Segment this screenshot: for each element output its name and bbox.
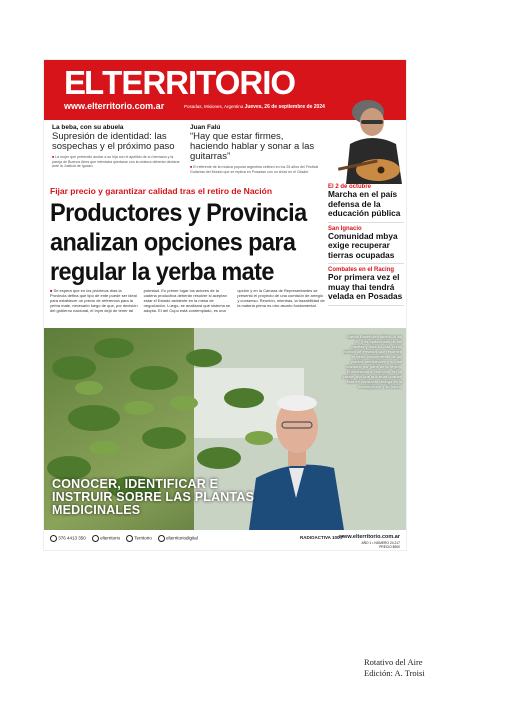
right-item-headline: Marcha en el país defensa de la educación pública — [328, 189, 401, 218]
photo-caption: Basilio Baseñoleh falleció a los 87 y es apasionado de las plantas y toda su vida, libros publicó de ensayos que resumen el vasto conocimiento de las plantas medicinales y su uso milenario por parte de la región. Entrevistado a propósito, en su paraje, dijo que la cultura guaraní está en constante diálogo en la investigación y su futuro. — [342, 334, 402, 389]
teaser-kicker: La beba, con su abuela — [52, 124, 124, 131]
lead-kicker: Fijar precio y garantizar calidad tras el retiro de Nación — [50, 186, 273, 196]
lead-body: ■ Se espera que en los próximos días la Provincia defina qué tipo de ente puede ser ideal para establecer un precio de referencia para la yerba mate, necesario luego de que, por decisión del gobierno nacional, el Inym dejó de tener tal potestad. En primer lugar los actores de la cadena productiva deberán resolver si aceptan estar el Estado asistente en la mesa de negociación. Luego, se analizará qué sistema se adopta. El del Cupo está contemplado, es una opción y en la Cámara de Representantes se presentó el proyecto de una comisión de arreglo y consenso. Reunión, mientras, la trazabilidad de la materia prima es otro asunto fundamental. — [50, 288, 325, 313]
twitter-handle: elterritorio — [100, 535, 121, 541]
issue-price: PRECIO $900 — [379, 544, 400, 549]
facebook-link[interactable] — [126, 535, 152, 542]
footer-url[interactable]: www.elterritorio.com.ar — [338, 534, 400, 540]
photo-headline[interactable]: CONOCER, IDENTIFICAR E INSTRUIR SOBRE LAS PLANTAS MEDICINALES — [52, 477, 255, 517]
teaser-kicker: Juan Falú — [190, 124, 221, 131]
dateline-date: Jueves, 26 de septiembre de 2024 — [244, 104, 325, 110]
issue-info — [361, 542, 400, 550]
facebook-handle: Territorio — [134, 535, 152, 541]
logo-territorio: TERRITORIO — [102, 64, 296, 101]
teaser-headline: “Hay que estar firmes, haciendo hablar y sonar a las guitarras” — [190, 131, 315, 162]
guitarist-photo — [326, 74, 406, 184]
credits-line-2: Edición: A. Troisi — [364, 668, 425, 678]
right-item-kicker: El 2 de octubre — [328, 184, 372, 190]
facebook-icon — [126, 535, 133, 542]
page-footer — [44, 531, 406, 550]
dateline — [184, 104, 325, 110]
right-item-education[interactable] — [328, 184, 404, 223]
dateline-place: Posadas, Misiones, Argentina — [184, 104, 244, 109]
teaser-body: ■ El referente de la música popular argentina celebró en los 25 años del Festival Guitarras del Mundo que se replica en Posadas con un show en el Citadel. — [190, 165, 320, 174]
teaser-body: ■ La mujer que pretendió anotar a su hija con el apellido de su hermano y la pareja de Buenos Aires que intentaba quedarse con la criatura deberán declarar ante la Justicia de Iguazú. — [52, 155, 182, 169]
right-item-muaythai[interactable] — [328, 267, 404, 306]
right-item-headline: Comunidad mbya exige recuperar tierras ocupadas — [328, 230, 398, 260]
social-links — [50, 535, 198, 542]
masthead-url[interactable]: www.elterritorio.com.ar — [64, 101, 165, 111]
teaser-falu[interactable] — [190, 124, 320, 174]
credits — [364, 657, 425, 679]
teaser-headline: Supresión de identidad: las sospechas y el próximo paso — [52, 131, 175, 152]
instagram-icon — [158, 535, 165, 542]
right-item-kicker: Combates en el Racing — [328, 267, 395, 273]
teaser-identity[interactable] — [52, 124, 182, 169]
credits-line-1: Rotativo del Aire — [364, 657, 423, 667]
issue-number: AÑO 1 • NÚMERO 24.217 — [361, 541, 400, 545]
whatsapp-number: 376 4413 350 — [58, 535, 86, 541]
twitter-icon — [92, 535, 99, 542]
whatsapp-icon — [50, 535, 57, 542]
newspaper-front-page — [44, 60, 406, 550]
logo-el: EL — [64, 64, 103, 101]
right-item-mbya[interactable] — [328, 226, 404, 265]
newspaper-logo — [64, 65, 295, 101]
top-teasers — [44, 120, 334, 180]
right-column — [328, 184, 404, 309]
right-item-kicker: San Ignacio — [328, 225, 362, 232]
cover-photo[interactable] — [44, 328, 406, 530]
lead-headline[interactable]: Productores y Provincia analizan opciones para regular la yerba mate — [50, 199, 307, 286]
radio-brand: RADIOACTIVA 100.7 — [300, 535, 344, 540]
whatsapp-link[interactable] — [50, 535, 86, 542]
instagram-handle: elterritoriodigital — [166, 535, 198, 541]
instagram-link[interactable] — [158, 535, 198, 542]
right-item-headline: Por primera vez el muay thai tendrá velada en Posadas — [328, 272, 403, 301]
twitter-link[interactable] — [92, 535, 120, 542]
